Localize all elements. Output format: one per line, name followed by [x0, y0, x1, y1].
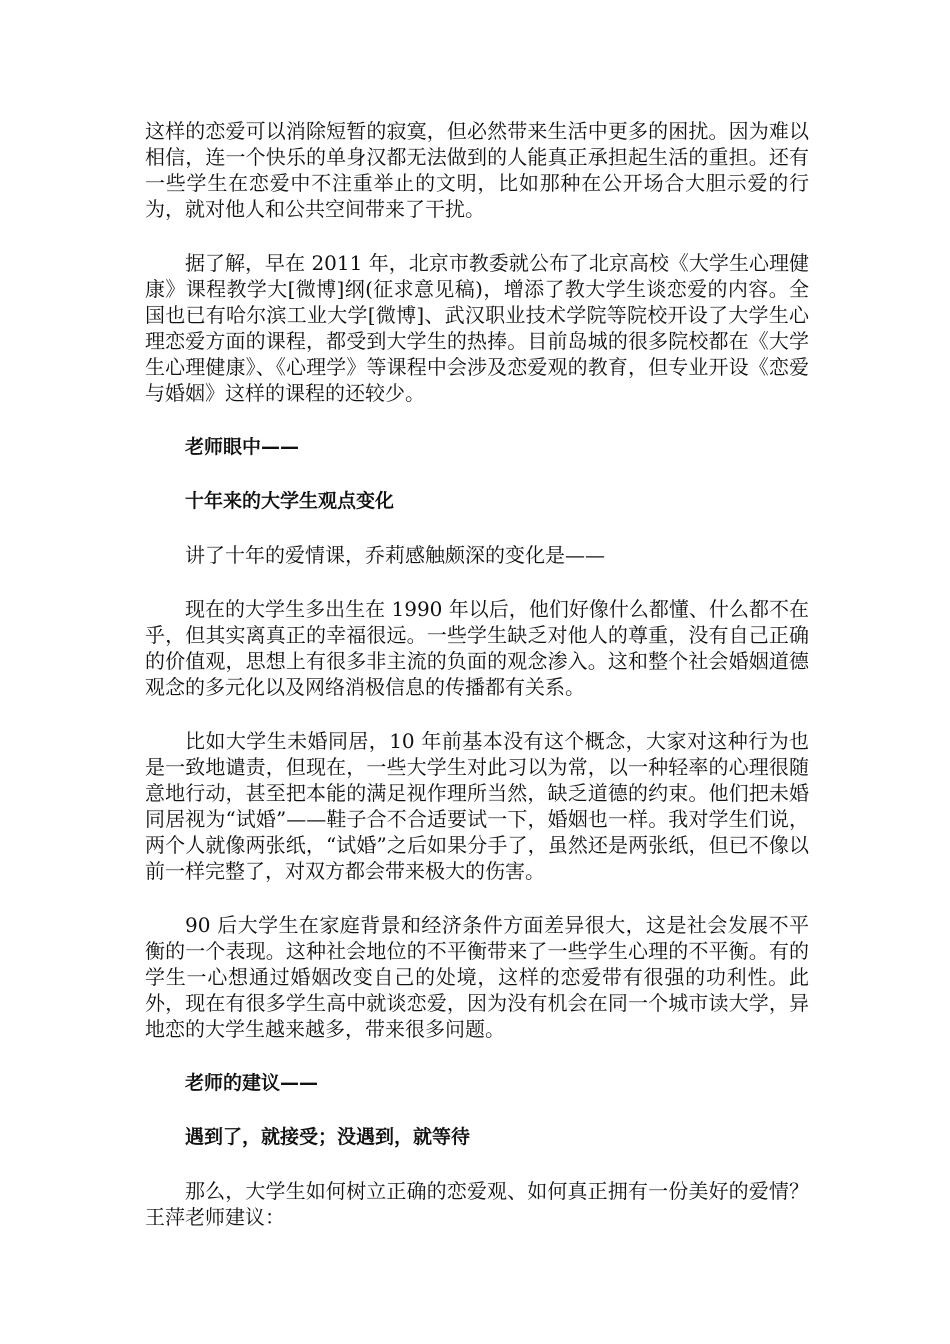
paragraph-3: 讲了十年的爱情课，乔莉感触颇深的变化是—— [185, 543, 605, 567]
paragraph-6: 90 后大学生在家庭背景和经济条件方面差异很大，这是社会发展不平衡的一个表现。这种社会地位的不平衡带来了一些学生心理的不平衡。有的学生一心想通过婚姻改变自己的处境，这样的恋爱带有很强的功利性。此外，现在有很多学生高中就谈恋爱，因为没有机会在同一个城市读大学，异地恋的大学生越来越多，带来很多问题。 [145, 913, 809, 1041]
paragraph-5: 比如大学生未婚同居，10 年前基本没有这个概念，大家对这种行为也是一致地谴责，但现在，一些大学生对此习以为常，以一种轻率的心理很随意地行动，甚至把本能的满足视作理所当然，缺乏道德的约束。他们把未婚同居视为“试婚”——鞋子合不合适要试一下，婚姻也一样。我对学生们说，两个人就像两张纸，“试婚”之后如果分手了，虽然还是两张纸，但已不像以前一样完整了，对双方都会带来极大的伤害。 [145, 729, 809, 883]
section-subheading-changes: 十年来的大学生观点变化 [185, 490, 395, 512]
section-heading-teacher-advice: 老师的建议—— [185, 1072, 319, 1094]
paragraph-2: 据了解，早在 2011 年，北京市教委就公布了北京高校《大学生心理健康》课程教学大[微博]纲(征求意见稿)，增添了教大学生谈恋爱的内容。全国也已有哈尔滨工业大学[微博]、武汉职业技术学院等院校开设了大学生心理恋爱方面的课程，都受到大学生的热捧。目前岛城的很多院校都在《大学生心理健康》、《心理学》等课程中会涉及恋爱观的教育，但专业开设《恋爱与婚姻》这样的课程的还较少。 [145, 251, 809, 405]
paragraph-4: 现在的大学生多出生在 1990 年以后，他们好像什么都懂、什么都不在乎，但其实离真正的幸福很远。一些学生缺乏对他人的尊重，没有自己正确的价值观，思想上有很多非主流的负面的观念渗入。这和整个社会婚姻道德观念的多元化以及网络消极信息的传播都有关系。 [145, 597, 809, 699]
section-heading-teacher-view: 老师眼中—— [185, 436, 300, 458]
article-body [145, 118, 809, 1258]
section-subheading-advice: 遇到了，就接受；没遇到，就等待 [185, 1126, 471, 1148]
paragraph-7: 那么，大学生如何树立正确的恋爱观、如何真正拥有一份美好的爱情？王萍老师建议： [145, 1179, 809, 1229]
paragraph-1: 这样的恋爱可以消除短暂的寂寞，但必然带来生活中更多的困扰。因为难以相信，连一个快乐的单身汉都无法做到的人能真正承担起生活的重担。还有一些学生在恋爱中不注重举止的文明，比如那种在公开场合大胆示爱的行为，就对他人和公共空间带来了干扰。 [145, 119, 809, 221]
